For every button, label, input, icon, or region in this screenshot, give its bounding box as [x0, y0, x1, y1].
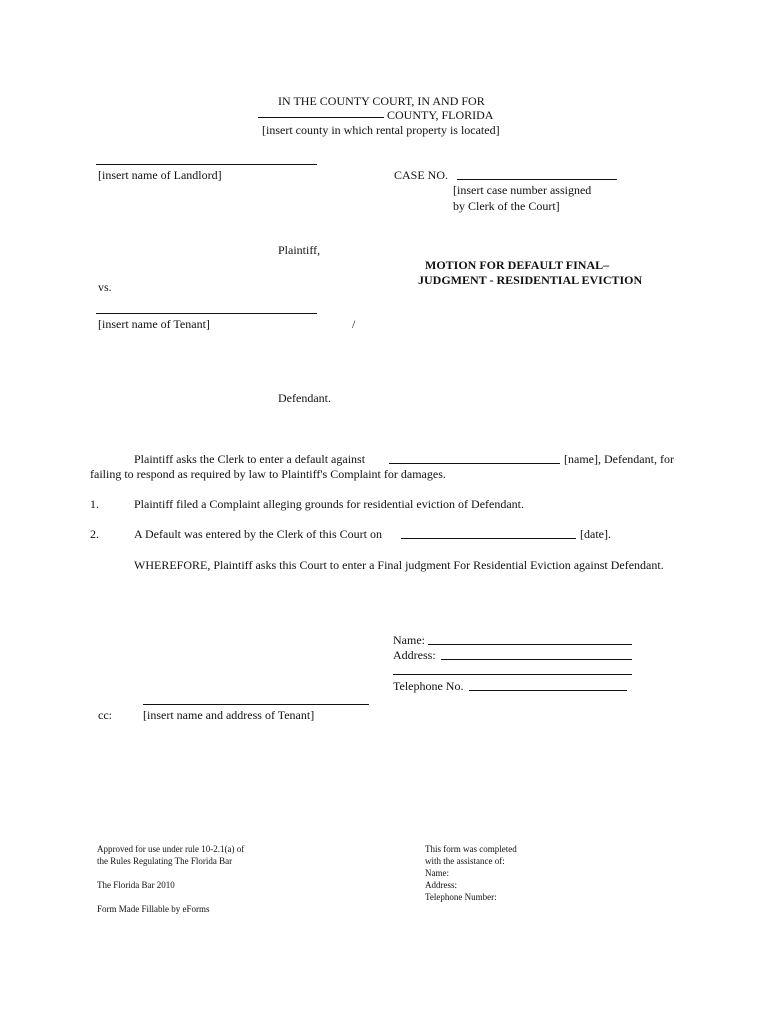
case-no-hint-1: [insert case number assigned — [453, 183, 592, 197]
caption-slash: / — [352, 317, 356, 331]
default-date-line — [401, 538, 576, 539]
item-2-suffix: [date]. — [580, 527, 611, 541]
signature-telephone-label: Telephone No. — [393, 679, 464, 693]
item-1-text: Plaintiff filed a Complaint alleging grounds for residential eviction of Defendant. — [134, 497, 525, 511]
signature-address-line-2 — [393, 674, 632, 675]
case-no-line — [457, 179, 617, 180]
intro-text-line2: failing to respond as required by law to Plaintiff's Complaint for damages. — [90, 467, 446, 481]
intro-text-part1: Plaintiff asks the Clerk to enter a default against — [134, 452, 366, 466]
landlord-name-line — [96, 164, 317, 165]
plaintiff-label: Plaintiff, — [278, 243, 321, 257]
completed-telephone: Telephone Number: — [425, 892, 497, 902]
completed-address: Address: — [425, 880, 457, 890]
approved-line-1: Approved for use under rule 10-2.1(a) of — [97, 844, 245, 854]
item-2-text: A Default was entered by the Clerk of this Court on — [134, 527, 382, 541]
versus-label: vs. — [98, 280, 112, 294]
item-1-number: 1. — [90, 497, 99, 511]
signature-name-line — [428, 644, 632, 645]
cc-line — [143, 704, 369, 705]
cc-placeholder: [insert name and address of Tenant] — [143, 708, 315, 722]
case-no-label: CASE NO. — [394, 168, 449, 182]
intro-text-part2: [name], Defendant, for — [564, 452, 674, 466]
signature-address-line — [441, 659, 632, 660]
defendant-name-line — [389, 463, 560, 464]
document-title-line1: MOTION FOR DEFAULT FINAL– — [425, 258, 610, 272]
document-title-line2: JUDGMENT - RESIDENTIAL EVICTION — [418, 273, 643, 287]
county-hint: [insert county in which rental property is located] — [262, 123, 500, 137]
completed-name: Name: — [425, 868, 449, 878]
signature-address-label: Address: — [393, 648, 436, 662]
tenant-placeholder: [insert name of Tenant] — [98, 317, 210, 331]
landlord-placeholder: [insert name of Landlord] — [98, 168, 222, 182]
completed-line-1: This form was completed — [425, 844, 517, 854]
fillable-credit: Form Made Fillable by eForms — [97, 904, 210, 914]
county-state-label: COUNTY, FLORIDA — [387, 108, 494, 122]
tenant-name-line — [96, 313, 317, 314]
county-blank-line — [258, 117, 384, 118]
defendant-label: Defendant. — [278, 391, 331, 405]
approved-line-2: the Rules Regulating The Florida Bar — [97, 856, 233, 866]
signature-telephone-line — [469, 690, 627, 691]
item-2-number: 2. — [90, 527, 99, 541]
wherefore-paragraph: WHEREFORE, Plaintiff asks this Court to enter a Final judgment For Residential Eviction against Defendant. — [134, 558, 664, 572]
completed-line-2: with the assistance of: — [425, 856, 505, 866]
signature-name-label: Name: — [393, 633, 425, 647]
cc-label: cc: — [98, 708, 112, 722]
florida-bar-year: The Florida Bar 2010 — [97, 880, 175, 890]
case-no-hint-2: by Clerk of the Court] — [453, 199, 560, 213]
court-heading: IN THE COUNTY COURT, IN AND FOR — [278, 94, 485, 108]
